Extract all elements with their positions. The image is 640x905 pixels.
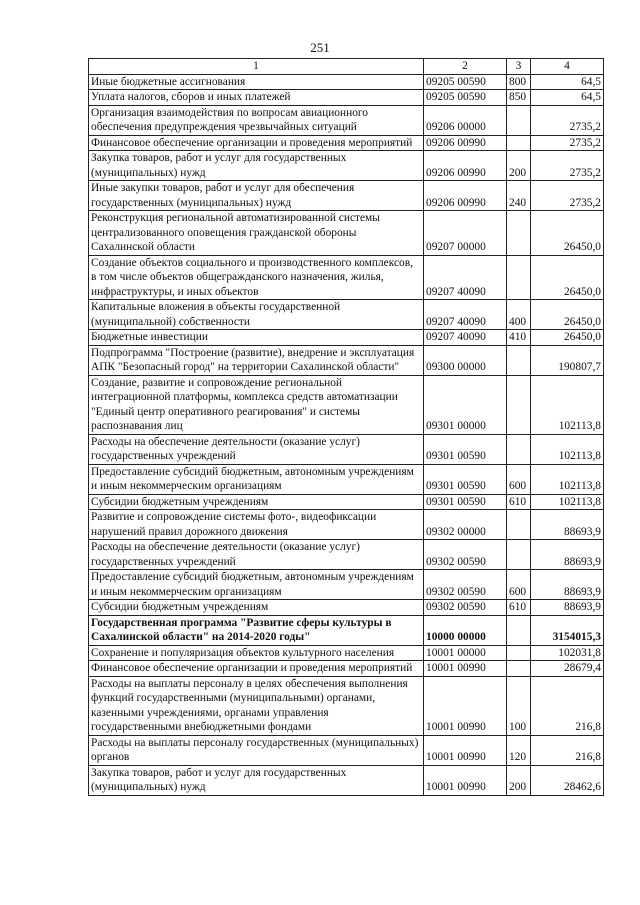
row-kind-cell: 200 xyxy=(507,765,531,795)
row-code-cell: 09207 40090 xyxy=(424,255,507,300)
row-amount-cell: 88693,9 xyxy=(531,600,604,616)
row-amount-cell: 3154015,3 xyxy=(531,615,604,645)
table-row xyxy=(89,74,604,90)
row-kind-cell xyxy=(507,255,531,300)
row-amount-cell: 102113,8 xyxy=(531,494,604,510)
row-kind-cell xyxy=(507,135,531,151)
row-name-cell: Иные закупки товаров, работ и услуг для обеспечения государственных (муниципальных) нужд xyxy=(89,181,424,211)
row-kind-cell xyxy=(507,434,531,464)
row-code-cell: 09301 00590 xyxy=(424,434,507,464)
table-row xyxy=(89,211,604,256)
row-kind-cell xyxy=(507,645,531,661)
row-amount-cell: 88693,9 xyxy=(531,540,604,570)
row-name-cell: Капитальные вложения в объекты государственной (муниципальной) собственности xyxy=(89,300,424,330)
row-kind-cell xyxy=(507,540,531,570)
row-amount-cell: 26450,0 xyxy=(531,255,604,300)
row-name-cell: Расходы на выплаты персоналу в целях обеспечения выполнения функций государственными (муниципальными) органами, казенными учреждениями, органами управления государственными внебюджетными фондами xyxy=(89,676,424,735)
table-row xyxy=(89,90,604,106)
row-amount-cell: 2735,2 xyxy=(531,135,604,151)
row-code-cell: 09205 00590 xyxy=(424,74,507,90)
table-row xyxy=(89,540,604,570)
table-row xyxy=(89,765,604,795)
row-amount-cell: 88693,9 xyxy=(531,570,604,600)
column-header: 3 xyxy=(507,59,531,75)
table-row xyxy=(89,300,604,330)
row-code-cell: 09207 40090 xyxy=(424,300,507,330)
row-amount-cell: 64,5 xyxy=(531,74,604,90)
table-row xyxy=(89,330,604,346)
budget-table xyxy=(88,58,604,796)
row-code-cell: 10001 00990 xyxy=(424,765,507,795)
row-amount-cell: 26450,0 xyxy=(531,211,604,256)
row-code-cell: 10001 00990 xyxy=(424,735,507,765)
row-amount-cell: 216,8 xyxy=(531,735,604,765)
row-name-cell: Государственная программа "Развитие сферы культуры в Сахалинской области" на 2014-2020 годы" xyxy=(89,615,424,645)
row-code-cell: 09302 00000 xyxy=(424,510,507,540)
row-amount-cell: 102031,8 xyxy=(531,645,604,661)
row-kind-cell: 240 xyxy=(507,181,531,211)
row-code-cell: 09206 00990 xyxy=(424,151,507,181)
table-row xyxy=(89,510,604,540)
table-row xyxy=(89,345,604,375)
table-row xyxy=(89,735,604,765)
row-kind-cell xyxy=(507,211,531,256)
row-kind-cell: 100 xyxy=(507,676,531,735)
row-name-cell: Закупка товаров, работ и услуг для государственных (муниципальных) нужд xyxy=(89,765,424,795)
row-code-cell: 09301 00590 xyxy=(424,494,507,510)
row-kind-cell xyxy=(507,615,531,645)
column-header: 2 xyxy=(424,59,507,75)
row-code-cell: 09300 00000 xyxy=(424,345,507,375)
row-kind-cell: 610 xyxy=(507,600,531,616)
row-code-cell: 09206 00000 xyxy=(424,105,507,135)
row-kind-cell: 800 xyxy=(507,74,531,90)
row-code-cell: 09206 00990 xyxy=(424,181,507,211)
row-name-cell: Создание объектов социального и производственного комплексов, в том числе объектов общегражданского назначения, жилья, инфраструктуры, и иных объектов xyxy=(89,255,424,300)
row-kind-cell: 200 xyxy=(507,151,531,181)
row-name-cell: Предоставление субсидий бюджетным, автономным учреждениям и иным некоммерческим организациям xyxy=(89,570,424,600)
row-code-cell: 09205 00590 xyxy=(424,90,507,106)
row-amount-cell: 26450,0 xyxy=(531,330,604,346)
row-amount-cell: 28679,4 xyxy=(531,661,604,677)
row-name-cell: Субсидии бюджетным учреждениям xyxy=(89,600,424,616)
row-name-cell: Расходы на обеспечение деятельности (оказание услуг) государственных учреждений xyxy=(89,540,424,570)
row-kind-cell: 410 xyxy=(507,330,531,346)
row-kind-cell xyxy=(507,510,531,540)
row-name-cell: Предоставление субсидий бюджетным, автономным учреждениям и иным некоммерческим организациям xyxy=(89,464,424,494)
row-code-cell: 09302 00590 xyxy=(424,540,507,570)
row-amount-cell: 26450,0 xyxy=(531,300,604,330)
page-number: 251 xyxy=(310,40,330,55)
table-header-row xyxy=(89,59,604,75)
table-row xyxy=(89,570,604,600)
row-code-cell: 09302 00590 xyxy=(424,600,507,616)
row-kind-cell: 600 xyxy=(507,570,531,600)
row-amount-cell: 64,5 xyxy=(531,90,604,106)
row-kind-cell xyxy=(507,345,531,375)
column-header: 1 xyxy=(89,59,424,75)
row-kind-cell: 400 xyxy=(507,300,531,330)
row-name-cell: Расходы на обеспечение деятельности (оказание услуг) государственных учреждений xyxy=(89,434,424,464)
row-kind-cell: 120 xyxy=(507,735,531,765)
row-name-cell: Организация взаимодействия по вопросам авиационного обеспечения предупреждения чрезвычайных ситуаций xyxy=(89,105,424,135)
row-code-cell: 09301 00000 xyxy=(424,375,507,434)
table-row xyxy=(89,645,604,661)
row-code-cell: 10001 00990 xyxy=(424,661,507,677)
row-amount-cell: 102113,8 xyxy=(531,375,604,434)
row-kind-cell xyxy=(507,105,531,135)
row-name-cell: Развитие и сопровождение системы фото-, видеофиксации нарушений правил дорожного движения xyxy=(89,510,424,540)
row-name-cell: Создание, развитие и сопровождение региональной интеграционной платформы, комплекса средств автоматизации "Единый центр оперативного реагирования" и системы распознавания лиц xyxy=(89,375,424,434)
row-amount-cell: 102113,8 xyxy=(531,434,604,464)
row-amount-cell: 88693,9 xyxy=(531,510,604,540)
row-kind-cell: 600 xyxy=(507,464,531,494)
row-kind-cell: 610 xyxy=(507,494,531,510)
table-row xyxy=(89,135,604,151)
row-code-cell: 10000 00000 xyxy=(424,615,507,645)
row-code-cell: 09301 00590 xyxy=(424,464,507,494)
row-name-cell: Сохранение и популяризация объектов культурного населения xyxy=(89,645,424,661)
row-amount-cell: 190807,7 xyxy=(531,345,604,375)
row-name-cell: Реконструкция региональной автоматизированной системы централизованного оповещения гражданской обороны Сахалинской области xyxy=(89,211,424,256)
row-code-cell: 10001 00000 xyxy=(424,645,507,661)
table-row xyxy=(89,615,604,645)
row-name-cell: Субсидии бюджетным учреждениям xyxy=(89,494,424,510)
row-code-cell: 09207 40090 xyxy=(424,330,507,346)
row-name-cell: Уплата налогов, сборов и иных платежей xyxy=(89,90,424,106)
column-header: 4 xyxy=(531,59,604,75)
table-row xyxy=(89,676,604,735)
table-row xyxy=(89,494,604,510)
row-code-cell: 10001 00990 xyxy=(424,676,507,735)
row-amount-cell: 2735,2 xyxy=(531,105,604,135)
row-name-cell: Финансовое обеспечение организации и проведения мероприятий xyxy=(89,135,424,151)
table-row xyxy=(89,375,604,434)
table-row xyxy=(89,600,604,616)
row-kind-cell xyxy=(507,661,531,677)
table-row xyxy=(89,105,604,135)
row-amount-cell: 2735,2 xyxy=(531,151,604,181)
table-row xyxy=(89,464,604,494)
row-name-cell: Закупка товаров, работ и услуг для государственных (муниципальных) нужд xyxy=(89,151,424,181)
row-amount-cell: 2735,2 xyxy=(531,181,604,211)
row-name-cell: Иные бюджетные ассигнования xyxy=(89,74,424,90)
row-amount-cell: 28462,6 xyxy=(531,765,604,795)
row-amount-cell: 216,8 xyxy=(531,676,604,735)
table-row xyxy=(89,151,604,181)
table-row xyxy=(89,181,604,211)
row-name-cell: Расходы на выплаты персоналу государственных (муниципальных) органов xyxy=(89,735,424,765)
row-kind-cell: 850 xyxy=(507,90,531,106)
row-kind-cell xyxy=(507,375,531,434)
row-name-cell: Бюджетные инвестиции xyxy=(89,330,424,346)
row-code-cell: 09206 00990 xyxy=(424,135,507,151)
row-amount-cell: 102113,8 xyxy=(531,464,604,494)
row-code-cell: 09302 00590 xyxy=(424,570,507,600)
row-name-cell: Финансовое обеспечение организации и проведения мероприятий xyxy=(89,661,424,677)
table-row xyxy=(89,434,604,464)
table-row xyxy=(89,661,604,677)
row-name-cell: Подпрограмма "Построение (развитие), внедрение и эксплуатация АПК "Безопасный город" на территории Сахалинской области" xyxy=(89,345,424,375)
table-row xyxy=(89,255,604,300)
row-code-cell: 09207 00000 xyxy=(424,211,507,256)
